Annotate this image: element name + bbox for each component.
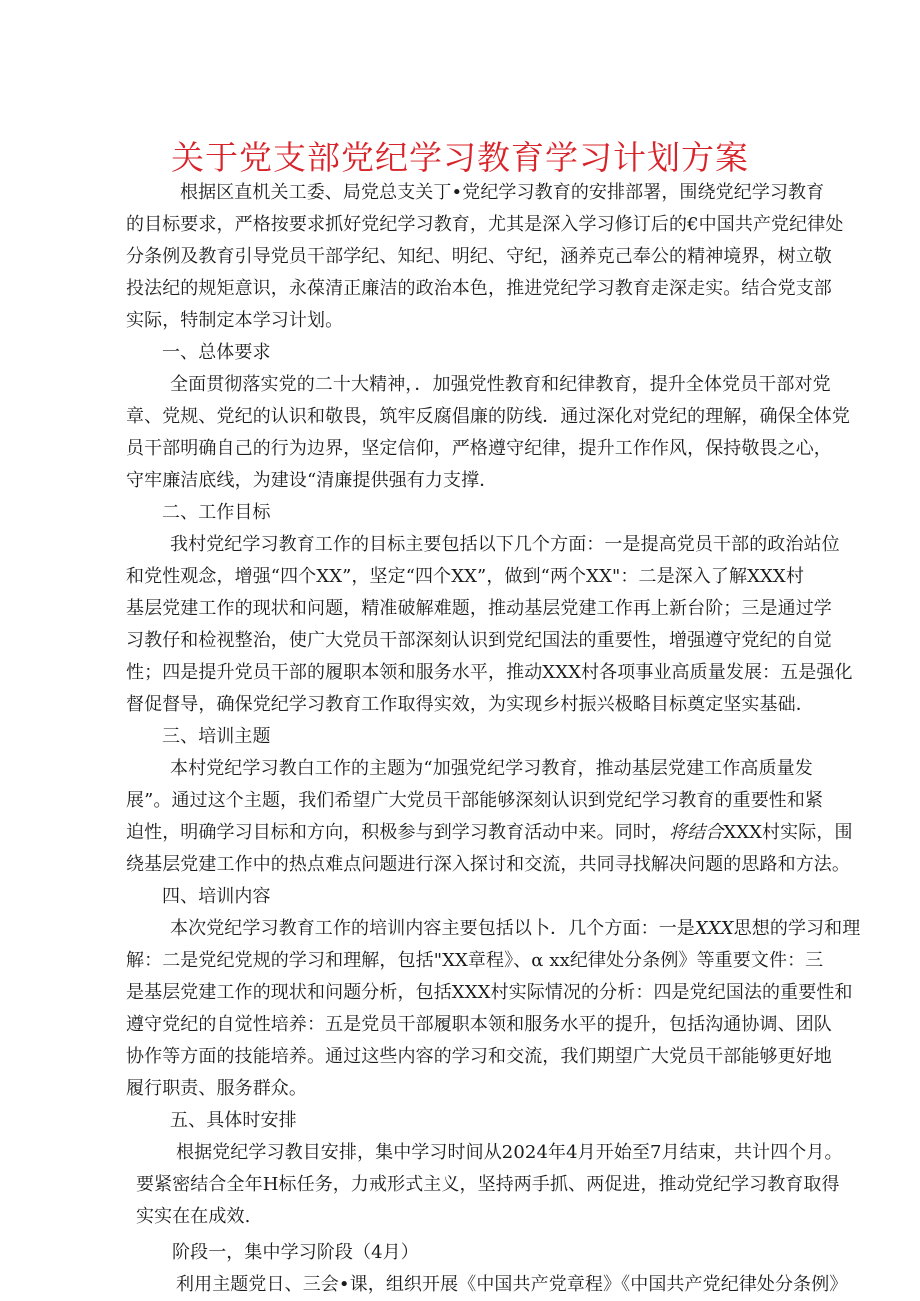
paragraph-line: 督促督导，确保党纪学习教育工作取得实效，为实现乡村振兴极略目标奠定坚实基础． (126, 694, 814, 715)
paragraph-line: 基层党建工作的现状和问题，精准破解难题，推动基层党建工作再上新台阶；三是通过学 (126, 598, 832, 619)
section-heading: 四、培训内容 (162, 886, 271, 907)
line-segment: 本次党纪学习教育工作的培训内容主要包括以卜．几个方面：一是 (170, 918, 695, 939)
paragraph-line: 利用主题党日、三会•课，组织开展《中国共产党章程》《中国共产党纪律处分条例》 (176, 1274, 848, 1295)
paragraph-line: 履行职责、服务群众。 (126, 1078, 307, 1099)
paragraph-line: 要紧密结合全年H标任务，力戒形式主义，坚持两手抓、两促进，推动党纪学习教育取得 (136, 1174, 840, 1195)
paragraph-line: 根据区直机关工委、局党总支关丁•党纪学习教育的安排部署，围绕党纪学习教育 (180, 182, 825, 203)
section-heading: 一、总体要求 (162, 342, 271, 363)
paragraph-line: 展”。通过这个主题，我们希望广大党员干部能够深刻认识到党纪学习教育的重要性和紧 (126, 790, 824, 811)
italic-segment: XXX (694, 918, 734, 939)
paragraph-line: 根据党纪学习教目安排，集中学习时间从2024年4月开始至7月结束，共计四个月。 (176, 1142, 843, 1163)
paragraph-line: 我村党纪学习教育工作的目标主要包括以下几个方面：一是提高党员干部的政治站位 (170, 534, 840, 555)
italic-segment: 将结合 (669, 822, 724, 843)
line-segment: 思想的学习和理 (733, 918, 861, 939)
line-segment: XXX村实际，围 (723, 822, 853, 843)
paragraph-line: 遵守党纪的自觉性培养：五是党员干部履职本领和服务水平的提升，包括沟通协调、团队 (126, 1014, 832, 1035)
paragraph-line: 和党性观念，增强“四个XX”，坚定“四个XX”，做到“两个XX"：二是深入了解XXX村 (126, 566, 804, 587)
paragraph-line: 全面贯彻落实党的二十大精神，．加强党性教育和纪律教育，提升全体党员干部对党 (170, 374, 831, 395)
paragraph-line (126, 820, 853, 846)
paragraph-line: 分条例及教育引导党员干部学纪、知纪、明纪、守纪，涵养克己奉公的精神境界，树立敬 (126, 246, 832, 267)
paragraph-line: 本村党纪学习教白工作的主题为“加强党纪学习教育，推动基层党建工作高质量发 (170, 758, 813, 779)
paragraph-line: 绕基层党建工作中的热点难点问题进行深入探讨和交流，共同寻找解决问题的思路和方法。 (126, 854, 850, 875)
section-heading: 三、培训主题 (162, 726, 271, 747)
paragraph-line: 解：二是党纪党规的学习和理解，包括"XX章程》、α xx纪律处分条例》等重要文件：三 (126, 950, 824, 971)
paragraph-line: 章、党规、党纪的认识和敬畏，筑牢反腐倡廉的防线．通过深化对党纪的理解，确保全体党 (126, 406, 850, 427)
paragraph-line: 的目标要求，严格按要求抓好党纪学习教育，尤其是深入学习修订后的€中国共产党纪律处 (126, 214, 844, 235)
paragraph-line: 投法纪的规矩意识，永葆清正廉洁的政治本色，推进党纪学习教育走深走实。结合党支部 (126, 278, 832, 299)
paragraph-line: 实实在在成效. (136, 1206, 251, 1227)
section-heading: 五、具体时安排 (170, 1110, 297, 1131)
paragraph-line (170, 916, 860, 942)
paragraph-line: 实际，特制定本学习计划。 (126, 310, 344, 331)
paragraph-line: 习教仔和检视整治，使广大党员干部深刻认识到党纪国法的重要性，增强遵守党纪的自觉 (126, 630, 832, 651)
paragraph-line: 守牢廉洁底线，为建设“清廉提供强有力支撑． (126, 470, 498, 491)
paragraph-line: 员干部明确自己的行为边界，坚定信仰，严格遵守纪律，提升工作作风，保持敬畏之心， (126, 438, 832, 459)
document-title: 关于党支部党纪学习教育学习计划方案 (171, 138, 749, 177)
paragraph-line: 是基层党建工作的现状和问题分析，包括XXX村实际情况的分析：四是党纪国法的重要性和 (126, 982, 853, 1003)
line-segment: 迫性，明确学习目标和方向，积极参与到学习教育活动中来。同时， (126, 822, 669, 843)
paragraph-line: 协作等方面的技能培养。通过这些内容的学习和交流，我们期望广大党员干部能够更好地 (126, 1046, 832, 1067)
section-heading: 二、工作目标 (162, 502, 271, 523)
subsection-heading: 阶段一，集中学习阶段（4月） (172, 1242, 419, 1263)
paragraph-line: 性；四是提升党员干部的履职本领和服务水平，推动XXX村各项事业高质量发展：五是强化 (126, 662, 853, 683)
